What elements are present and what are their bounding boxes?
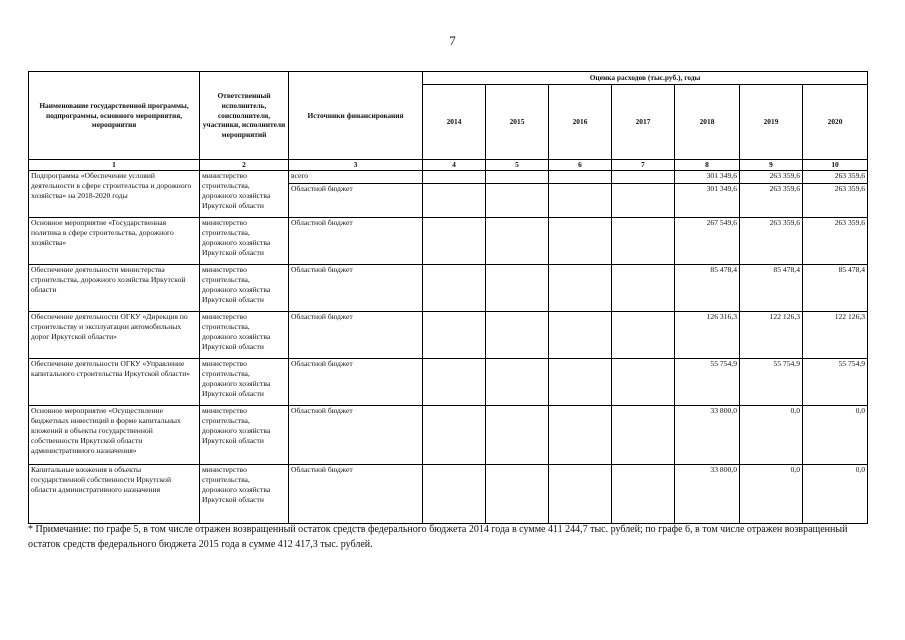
amount-cell: 122 126,3 [803, 311, 868, 358]
amount-cell: 55 754,9 [803, 358, 868, 405]
column-number: 5 [486, 160, 549, 171]
amount-cell [549, 264, 612, 311]
amount-cell [486, 405, 549, 464]
expenditure-table [28, 71, 868, 524]
amount-cell [549, 358, 612, 405]
amount-cell: 301 349,6 [675, 170, 740, 183]
amount-cell: 33 800,0 [675, 464, 740, 523]
table-row [29, 264, 868, 311]
amount-cell [549, 464, 612, 523]
program-name-cell: Обеспечение деятельности ОГКУ «Дирекция по строительству и эксплуатации автомобильных дорог Иркутской области» [29, 311, 200, 358]
amount-cell [612, 217, 675, 264]
program-name-cell: Обеспечение деятельности ОГКУ «Управление капитального строительства Иркутской области» [29, 358, 200, 405]
amount-cell [612, 464, 675, 523]
header-name: Наименование государственной программы, подпрограммы, основного мероприятия, мероприятия [29, 72, 200, 160]
amount-cell [423, 183, 486, 217]
amount-cell [612, 405, 675, 464]
column-number: 2 [200, 160, 289, 171]
amount-cell: 263 359,6 [803, 170, 868, 183]
amount-cell: 301 349,6 [675, 183, 740, 217]
table-body [29, 170, 868, 523]
amount-cell: 55 754,9 [675, 358, 740, 405]
program-name-cell: Обеспечение деятельности министерства строительства, дорожного хозяйства Иркутской области [29, 264, 200, 311]
table-row [29, 405, 868, 464]
amount-cell [423, 464, 486, 523]
table-header [29, 72, 868, 171]
amount-cell: 0,0 [803, 405, 868, 464]
header-year: 2015 [486, 85, 549, 160]
amount-cell [486, 217, 549, 264]
funding-source-cell: всего [289, 170, 423, 183]
amount-cell: 85 478,4 [675, 264, 740, 311]
header-year: 2017 [612, 85, 675, 160]
program-name-cell: Основное мероприятие «Осуществление бюджетных инвестиций в форме капитальных вложений в объекты государственной собственности Иркутской области административного назначения» [29, 405, 200, 464]
header-sources: Источники финансирования [289, 72, 423, 160]
amount-cell: 0,0 [803, 464, 868, 523]
amount-cell [549, 183, 612, 217]
amount-cell [549, 170, 612, 183]
amount-cell [486, 464, 549, 523]
header-year: 2020 [803, 85, 868, 160]
funding-source-cell: Областной бюджет [289, 405, 423, 464]
responsible-cell: министерство строительства, дорожного хозяйства Иркутской области [200, 264, 289, 311]
funding-source-cell: Областной бюджет [289, 358, 423, 405]
amount-cell: 122 126,3 [740, 311, 803, 358]
amount-cell [612, 311, 675, 358]
responsible-cell: министерство строительства, дорожного хозяйства Иркутской области [200, 311, 289, 358]
funding-source-cell: Областной бюджет [289, 311, 423, 358]
amount-cell: 263 359,6 [803, 183, 868, 217]
amount-cell: 0,0 [740, 405, 803, 464]
funding-source-cell: Областной бюджет [289, 464, 423, 523]
amount-cell [486, 170, 549, 183]
amount-cell [423, 311, 486, 358]
table-row [29, 170, 868, 183]
header-responsible: Ответственный исполнитель, соисполнители, участники, исполнители мероприятий [200, 72, 289, 160]
header-year: 2016 [549, 85, 612, 160]
funding-source-cell: Областной бюджет [289, 264, 423, 311]
table-row [29, 358, 868, 405]
amount-cell [549, 405, 612, 464]
amount-cell: 263 359,6 [740, 217, 803, 264]
header-estimate: Оценка расходов (тыс.руб.), годы [423, 72, 868, 85]
amount-cell [612, 170, 675, 183]
amount-cell [486, 311, 549, 358]
program-name-cell: Основное мероприятие «Государственная политика в сфере строительства, дорожного хозяйства» [29, 217, 200, 264]
funding-source-cell: Областной бюджет [289, 217, 423, 264]
amount-cell: 263 359,6 [740, 183, 803, 217]
amount-cell [549, 311, 612, 358]
responsible-cell: министерство строительства, дорожного хозяйства Иркутской области [200, 170, 289, 217]
program-name-cell: Капитальные вложения в объекты государственной собственности Иркутской области административного назначения [29, 464, 200, 523]
header-year: 2018 [675, 85, 740, 160]
column-number: 3 [289, 160, 423, 171]
column-number: 1 [29, 160, 200, 171]
amount-cell [423, 358, 486, 405]
amount-cell [486, 183, 549, 217]
amount-cell: 263 359,6 [803, 217, 868, 264]
table-row [29, 464, 868, 523]
table-row [29, 311, 868, 358]
column-number: 9 [740, 160, 803, 171]
table-row [29, 217, 868, 264]
amount-cell: 85 478,4 [740, 264, 803, 311]
amount-cell: 126 316,3 [675, 311, 740, 358]
responsible-cell: министерство строительства, дорожного хозяйства Иркутской области [200, 217, 289, 264]
column-number: 8 [675, 160, 740, 171]
responsible-cell: министерство строительства, дорожного хозяйства Иркутской области [200, 464, 289, 523]
amount-cell: 267 549,6 [675, 217, 740, 264]
column-number: 7 [612, 160, 675, 171]
amount-cell [423, 405, 486, 464]
amount-cell [612, 264, 675, 311]
amount-cell [423, 264, 486, 311]
column-number: 6 [549, 160, 612, 171]
responsible-cell: министерство строительства, дорожного хозяйства Иркутской области [200, 358, 289, 405]
header-year: 2019 [740, 85, 803, 160]
responsible-cell: министерство строительства, дорожного хозяйства Иркутской области [200, 405, 289, 464]
amount-cell: 263 359,6 [740, 170, 803, 183]
amount-cell [549, 217, 612, 264]
amount-cell [423, 170, 486, 183]
amount-cell [612, 358, 675, 405]
program-name-cell: Подпрограмма «Обеспечение условий деятельности в сфере строительства и дорожного хозяйства» на 2018-2020 годы [29, 170, 200, 217]
column-number: 10 [803, 160, 868, 171]
amount-cell [423, 217, 486, 264]
amount-cell: 55 754,9 [740, 358, 803, 405]
header-year: 2014 [423, 85, 486, 160]
page-number: 7 [449, 33, 456, 48]
footnote: * Примечание: по графе 5, в том числе отражен возвращенный остаток средств федерального бюджета 2014 года в сумме 411 244,7 тыс. рублей; по графе 6, в том числе отражен возвращенный остаток средств федерального бюджета 2015 года в сумме 412 417,3 тыс. рублей. [28, 524, 848, 550]
amount-cell: 0,0 [740, 464, 803, 523]
funding-source-cell: Областной бюджет [289, 183, 423, 217]
amount-cell: 33 800,0 [675, 405, 740, 464]
amount-cell: 85 478,4 [803, 264, 868, 311]
amount-cell [486, 264, 549, 311]
amount-cell [612, 183, 675, 217]
column-number: 4 [423, 160, 486, 171]
amount-cell [486, 358, 549, 405]
